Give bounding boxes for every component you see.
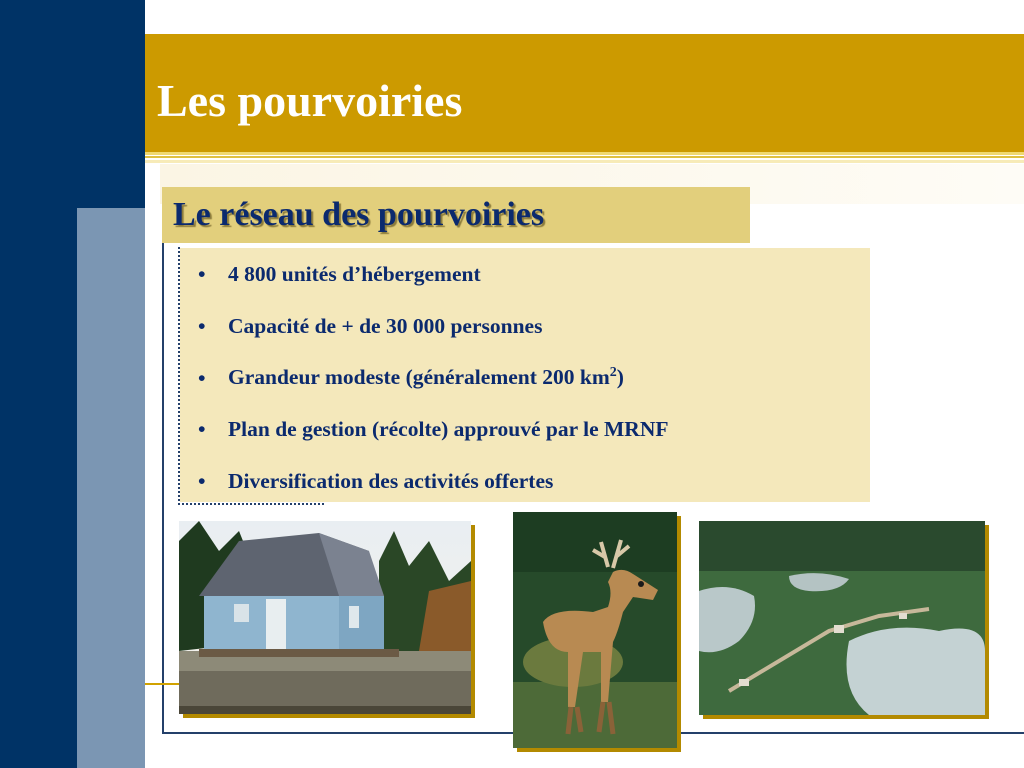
deer-photo	[513, 512, 677, 748]
bullet-item	[198, 262, 868, 314]
bullet-item	[198, 314, 868, 366]
bullet-text: Capacité de + de 30 000 personnes	[228, 313, 543, 338]
aerial-lake-photo	[699, 521, 985, 715]
bullet-text: Diversification des activités offertes	[228, 468, 554, 493]
bullet-item	[198, 365, 868, 417]
bullet-text: Plan de gestion (récolte) approuvé par le MRNF	[228, 417, 669, 442]
aerial-lake-illustration	[699, 521, 985, 715]
slide-subtitle: Le réseau des pourvoiries	[173, 196, 545, 233]
bullet-glyph: •	[198, 365, 206, 390]
bullet-glyph: •	[198, 262, 206, 286]
gold-accent-line	[145, 683, 179, 685]
blue-cabin-illustration	[179, 521, 471, 714]
frame-line-vertical	[162, 190, 164, 732]
title-rule	[145, 160, 1024, 163]
title-rule	[145, 152, 1024, 155]
title-rule	[145, 156, 1024, 158]
bullet-text: 4 800 unités d’hébergement	[228, 262, 481, 286]
bullet-text: Grandeur modeste (généralement 200 km	[228, 365, 610, 390]
bullet-glyph: •	[198, 313, 206, 338]
bullet-text-tail: )	[616, 365, 624, 390]
blue-cabin-photo	[179, 521, 471, 714]
deer-illustration	[513, 512, 677, 748]
slide-title: Les pourvoiries	[157, 75, 463, 126]
bullet-superscript: 2	[609, 365, 617, 381]
bullet-item	[198, 417, 868, 469]
bullet-glyph: •	[198, 468, 206, 493]
bullet-list	[198, 262, 868, 520]
bullet-glyph: •	[198, 417, 206, 442]
left-steel-bar	[77, 208, 145, 768]
